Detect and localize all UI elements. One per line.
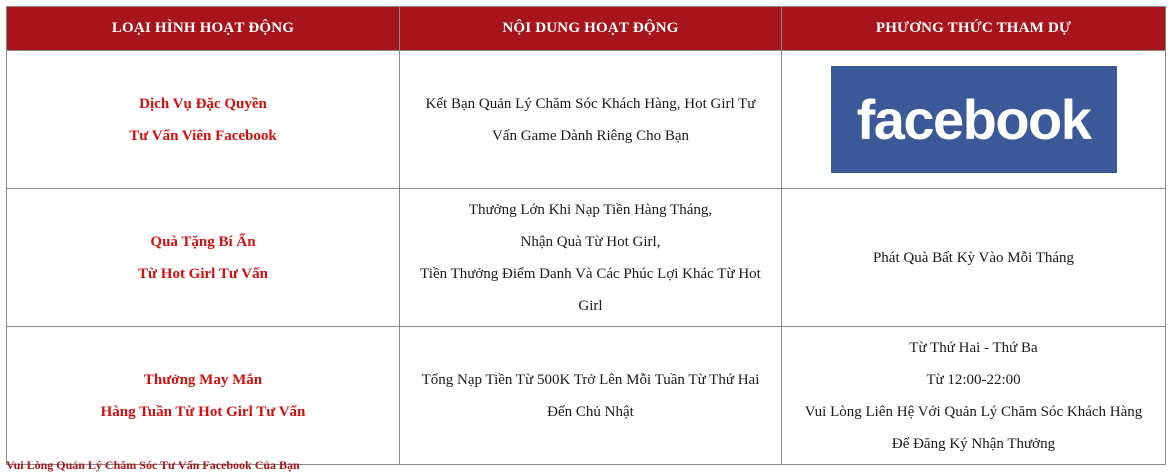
activity-type-line: Từ Hot Girl Tư Vấn (138, 265, 268, 282)
activity-content-line: Tổng Nạp Tiền Từ 500K Trở Lên Mỗi Tuần Từ Thứ Hai (421, 371, 760, 388)
activity-type-cell (7, 189, 400, 327)
activity-type-line: Tư Vấn Viên Facebook (129, 127, 277, 144)
activity-content-line: Đến Chủ Nhật (547, 403, 634, 420)
table-header-row (7, 7, 1166, 51)
table-row (7, 189, 1166, 327)
participation-method-line: Phát Quà Bất Kỳ Vào Mỗi Tháng (872, 249, 1075, 266)
activity-content-line: Tiền Thưởng Điểm Danh Và Các Phúc Lợi Khác Từ Hot (420, 265, 761, 282)
participation-method-line: Từ Thứ Hai - Thứ Ba (909, 339, 1038, 356)
participation-method-cell (782, 51, 1166, 189)
participation-method-cell (782, 189, 1166, 327)
facebook-logo[interactable]: facebook (831, 66, 1117, 173)
activity-type-cell (7, 51, 400, 189)
participation-method-line: Từ 12:00-22:00 (926, 371, 1021, 388)
footer-note: Vui Lòng Quản Lý Chăm Sóc Tư Vấn Facebook Của Bạn (6, 458, 300, 472)
activity-type-line: Thưởng May Mắn (143, 371, 263, 388)
header-participation-method: PHƯƠNG THỨC THAM DỰ (782, 7, 1166, 51)
table-row (7, 51, 1166, 189)
activity-content-line: Girl (578, 297, 603, 314)
activity-table (6, 6, 1166, 465)
activity-type-line: Dịch Vụ Đặc Quyền (139, 95, 267, 112)
activity-content-line: Vấn Game Dành Riêng Cho Bạn (491, 127, 690, 144)
header-activity-type: LOẠI HÌNH HOẠT ĐỘNG (7, 7, 400, 51)
activity-content-cell (400, 189, 782, 327)
activity-content-cell (400, 51, 782, 189)
activity-content-line: Thưởng Lớn Khi Nạp Tiền Hàng Tháng, (468, 201, 713, 218)
activity-type-cell (7, 327, 400, 465)
table-row (7, 327, 1166, 465)
activity-content-line: Nhận Quà Từ Hot Girl, (520, 233, 661, 250)
participation-method-cell (782, 327, 1166, 465)
activity-type-line: Quà Tặng Bí Ẩn (150, 233, 256, 250)
activity-type-line: Hàng Tuần Từ Hot Girl Tư Vấn (100, 403, 306, 420)
header-activity-content: NỘI DUNG HOẠT ĐỘNG (400, 7, 782, 51)
activity-content-line: Kết Bạn Quản Lý Chăm Sóc Khách Hàng, Hot Girl Tư (425, 95, 756, 112)
participation-method-line: Để Đăng Ký Nhận Thưởng (891, 435, 1056, 452)
participation-method-line: Vui Lòng Liên Hệ Với Quản Lý Chăm Sóc Khách Hàng (804, 403, 1143, 420)
activity-content-cell (400, 327, 782, 465)
